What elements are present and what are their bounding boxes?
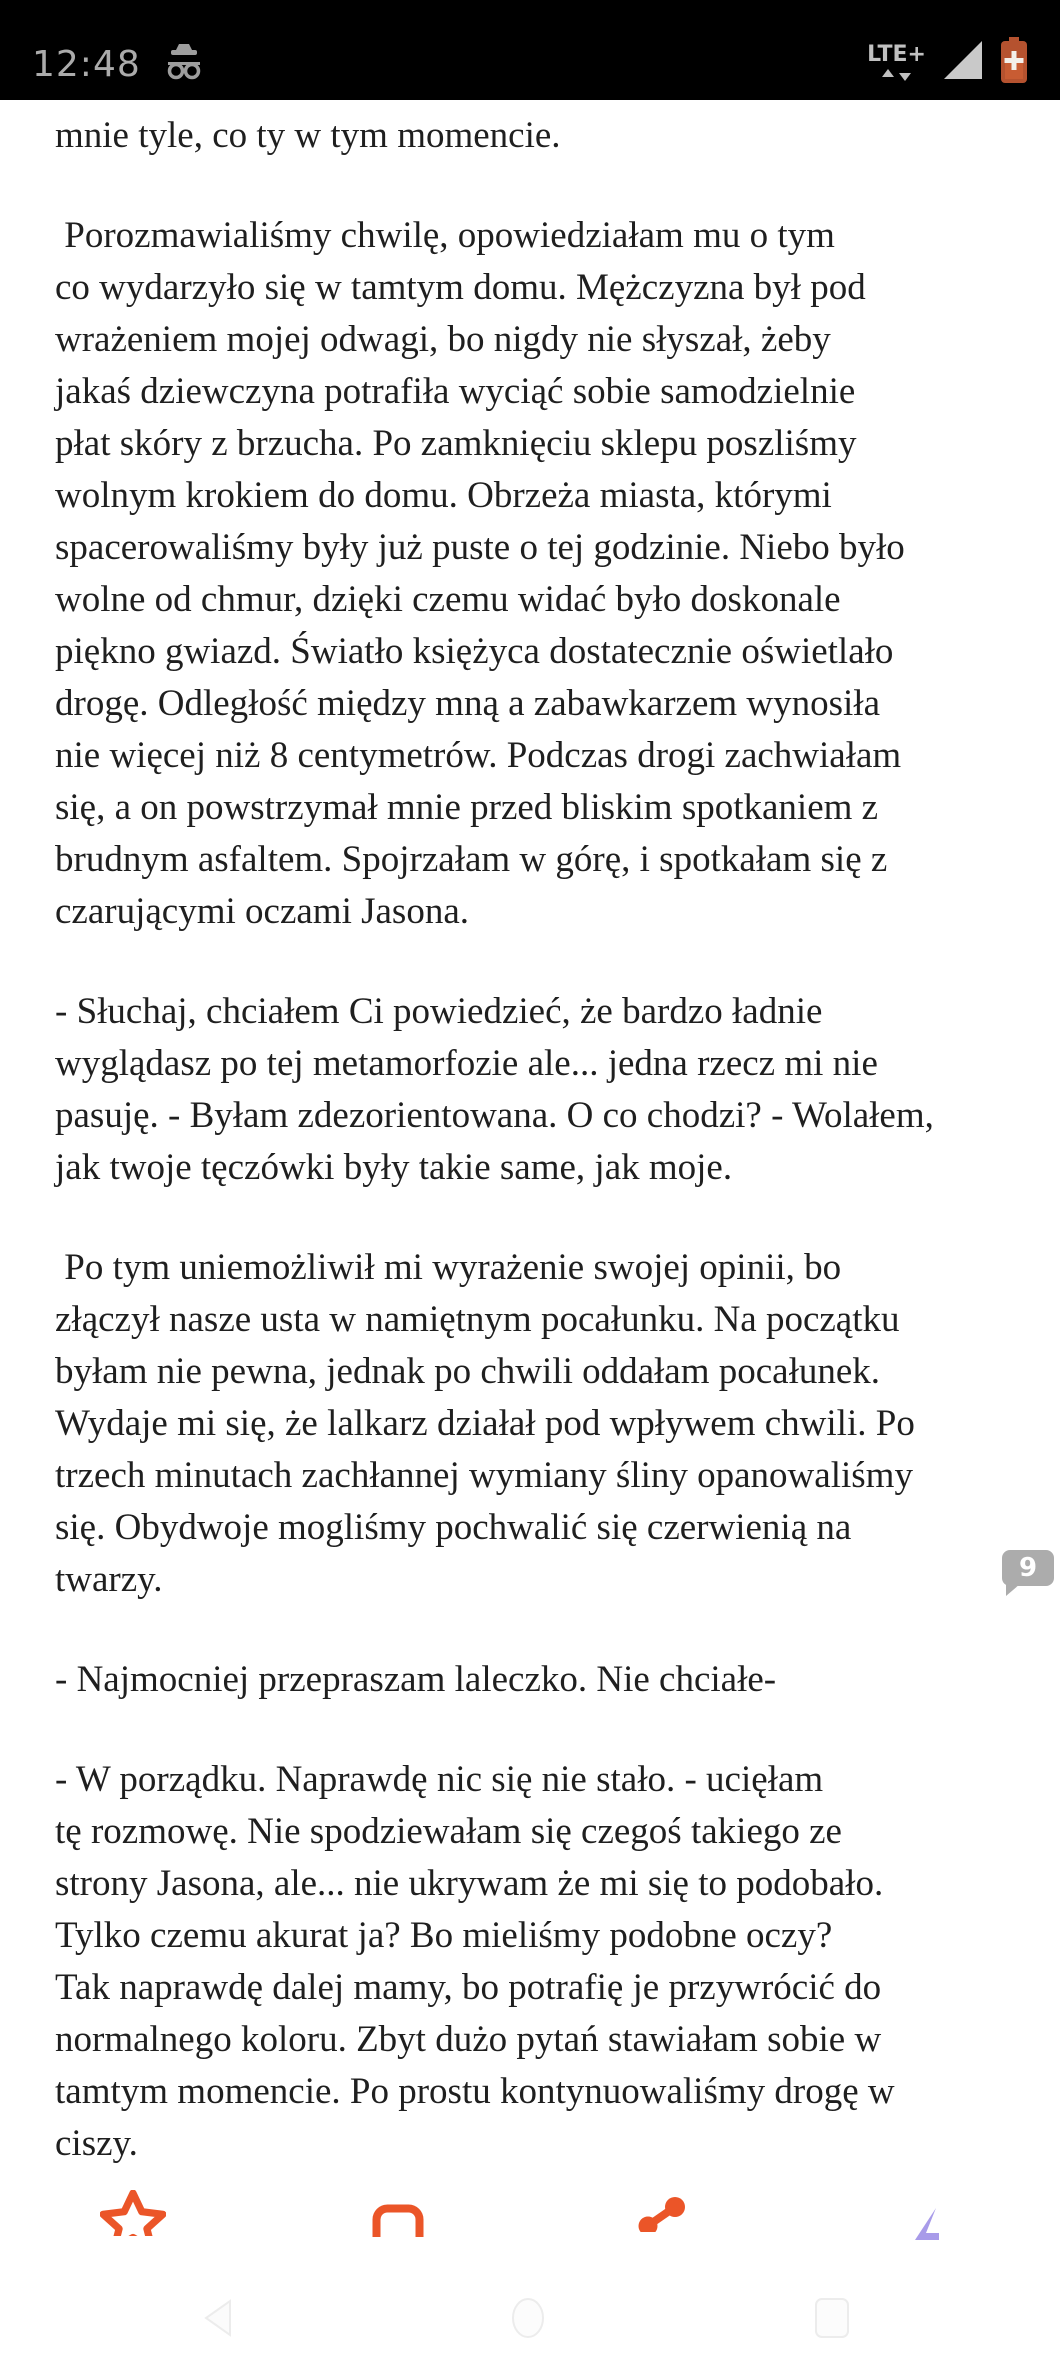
data-activity-arrows	[882, 69, 911, 81]
comment-bubble-icon	[372, 2204, 424, 2237]
text-line: tamtym momencie. Po prostu kontynuowaliśmy drogę w	[55, 2071, 895, 2112]
status-bar	[0, 0, 1060, 100]
text-line: mnie tyle, co ty w tym momencie.	[55, 115, 561, 156]
text-line: byłam nie pewna, jednak po chwili oddałam pocałunek.	[55, 1351, 881, 1392]
text-line: spacerowaliśmy były już puste o tej godzinie. Niebo było	[55, 527, 905, 568]
premium-bolt-icon	[907, 2208, 949, 2240]
comment-count-badge[interactable]	[1002, 1550, 1054, 1586]
paragraph	[55, 1242, 1012, 1606]
text-line: nie więcej niż 8 centymetrów. Podczas drogi zachwiałam	[55, 735, 902, 776]
text-line: wrażeniem mojej odwagi, bo nigdy nie słyszał, żeby	[55, 319, 831, 360]
paragraph	[55, 210, 1012, 938]
text-line: Tylko czemu akurat ja? Bo mieliśmy podobne oczy?	[55, 1915, 833, 1956]
text-line: się. Obydwoje mogliśmy pochwalić się czerwienią na	[55, 1507, 852, 1548]
paragraph	[55, 1754, 1012, 2170]
vote-star-icon	[100, 2190, 166, 2236]
text-line: czarującymi oczami Jasona.	[55, 891, 469, 932]
paragraph	[55, 986, 1012, 1194]
text-line: Wydaje mi się, że lalkarz działał pod wpływem chwili. Po	[55, 1403, 915, 1444]
back-icon[interactable]	[190, 2288, 250, 2348]
share-button[interactable]	[530, 2190, 795, 2240]
home-icon[interactable]	[498, 2288, 558, 2348]
share-icon	[637, 2196, 689, 2232]
clock: 12:48	[32, 44, 141, 85]
text-line: Po tym uniemożliwił mi wyrażenie swojej opinii, bo	[55, 1247, 842, 1288]
text-line: płat skóry z brzucha. Po zamknięciu sklepu poszliśmy	[55, 423, 857, 464]
premium-button[interactable]	[795, 2190, 1060, 2240]
text-line: trzech minutach zachłannej wymiany śliny opanowaliśmy	[55, 1455, 913, 1496]
text-line: ciszy.	[55, 2123, 138, 2164]
text-line: normalnego koloru. Zbyt dużo pytań stawiałam sobie w	[55, 2019, 882, 2060]
status-bar-left	[32, 41, 205, 88]
text-line: wolne od chmur, dzięki czemu widać było doskonale	[55, 579, 841, 620]
network-indicator	[867, 44, 926, 81]
text-line: jakaś dziewczyna potrafiła wyciąć sobie samodzielnie	[55, 371, 856, 412]
paragraph	[55, 110, 1012, 162]
text-line: Porozmawialiśmy chwilę, opowiedziałam mu o tym	[55, 215, 835, 256]
text-line: złączył nasze usta w namiętnym pocałunku. Na początku	[55, 1299, 900, 1340]
action-toolbar	[0, 2190, 1060, 2240]
comment-count-value: 9	[1018, 1553, 1038, 1583]
text-line: pasuję. - Byłam zdezorientowana. O co chodzi? - Wolałem,	[55, 1095, 934, 1136]
text-line: twarzy.	[55, 1559, 163, 1600]
comment-button[interactable]	[265, 2190, 530, 2240]
text-line: wyglądasz po tej metamorfozie ale... jedna rzecz mi nie	[55, 1043, 878, 1084]
battery-saver-icon	[1000, 37, 1028, 88]
android-nav-bar	[0, 2282, 1060, 2356]
signal-strength-icon	[944, 41, 984, 84]
text-line: - W porządku. Naprawdę nic się nie stało. - ucięłam	[55, 1759, 824, 1800]
text-line: - Słuchaj, chciałem Ci powiedzieć, że bardzo ładnie	[55, 991, 823, 1032]
text-line: co wydarzyło się w tamtym domu. Mężczyzna był pod	[55, 267, 866, 308]
text-line: drogę. Odległość między mną a zabawkarzem wynosiła	[55, 683, 881, 724]
incognito-icon	[163, 41, 205, 88]
text-line: wolnym krokiem do domu. Obrzeża miasta, którymi	[55, 475, 832, 516]
recents-icon[interactable]	[802, 2288, 862, 2348]
text-line: Tak naprawdę dalej mamy, bo potrafię je przywrócić do	[55, 1967, 882, 2008]
text-line: tę rozmowę. Nie spodziewałam się czegoś takiego ze	[55, 1811, 842, 1852]
text-line: jak twoje tęczówki były takie same, jak moje.	[55, 1147, 733, 1188]
paragraph	[55, 1654, 1012, 1706]
status-bar-right	[867, 37, 1028, 88]
text-line: brudnym asfaltem. Spojrzałam w górę, i spotkałam się z	[55, 839, 888, 880]
text-line: się, a on powstrzymał mnie przed bliskim spotkaniem z	[55, 787, 879, 828]
network-type-label: LTE+	[867, 42, 926, 67]
text-line: - Najmocniej przepraszam laleczko. Nie chciałe-	[55, 1659, 777, 1700]
text-line: piękno gwiazd. Światło księżyca dostatecznie oświetlało	[55, 631, 894, 672]
text-line: strony Jasona, ale... nie ukrywam że mi się to podobało.	[55, 1863, 884, 1904]
reader-text	[0, 100, 1060, 2218]
vote-button[interactable]	[0, 2190, 265, 2240]
